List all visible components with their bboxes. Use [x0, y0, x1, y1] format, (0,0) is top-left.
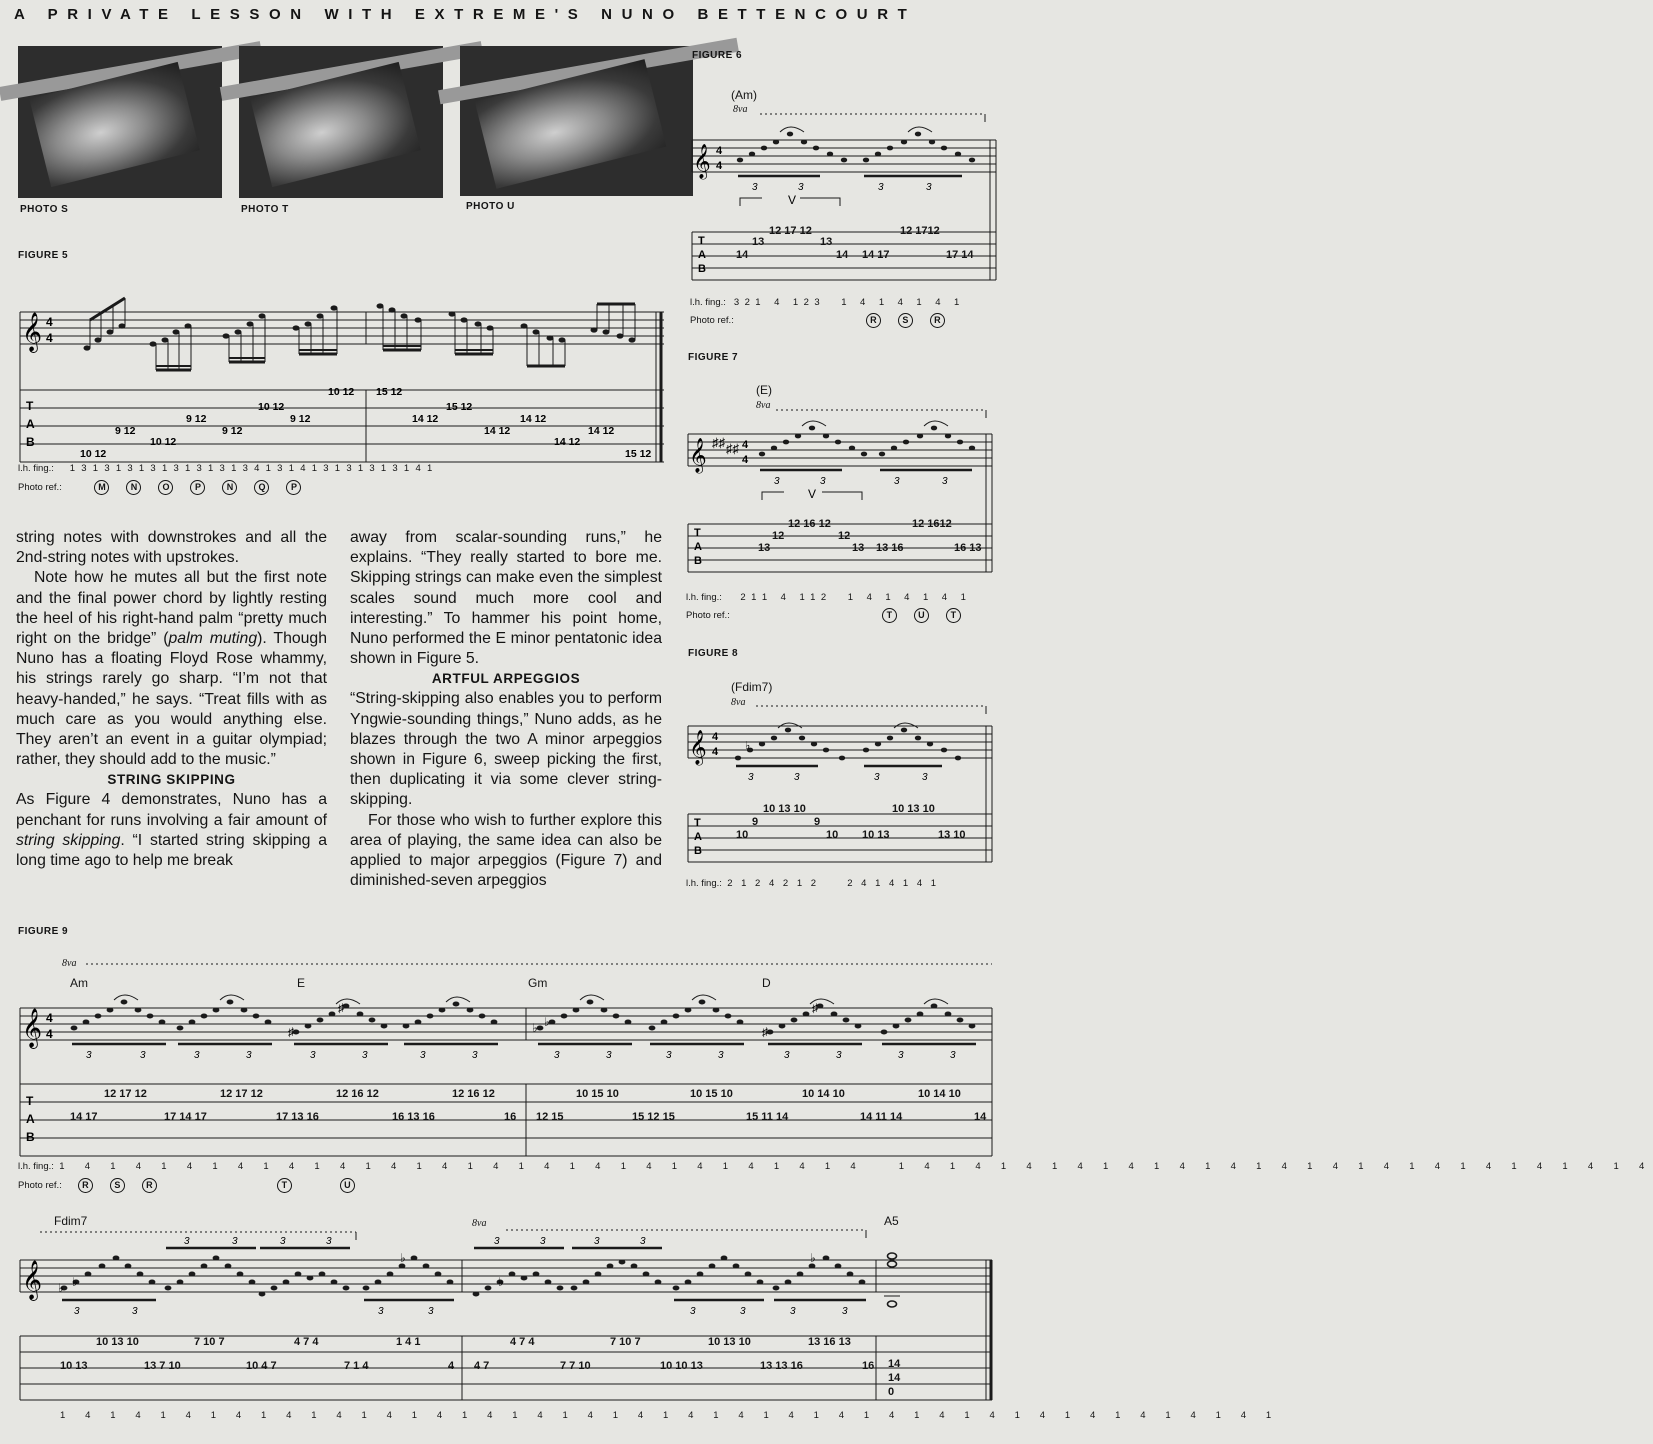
figure-6-label: FIGURE 6: [692, 50, 743, 61]
figure-9b-tab-mid-5: 4: [448, 1360, 455, 1372]
figure-9b-fingering: 1 4 1 4 1 4 1 4 1 4 1 4 1 4 1 4 1 4 1 4 1 4 1 4 1 4 1 4 1 4 1 4 1 4 1 4 1 4 1 4 1 4 1 4 1 4 1 4 1: [60, 1410, 1280, 1421]
figure-7-ottava: 8va: [756, 400, 771, 411]
svg-text:4: 4: [716, 160, 723, 172]
figure-9b-tab-mid-10: 16: [862, 1360, 875, 1372]
figure-9b-tab-mid-4: 7 1 4: [344, 1360, 369, 1372]
figure-5-photo-refs: Photo ref.: M N O P N Q P: [18, 480, 318, 495]
svg-text:14 12: 14 12: [520, 413, 547, 425]
figure-6-tab-6: 14 17: [862, 249, 890, 261]
svg-text:3: 3: [922, 772, 928, 783]
figure-8-tab-8: 13 10: [938, 829, 966, 841]
figure-5-notation: [0, 270, 680, 470]
svg-text:𝄞: 𝄞: [693, 144, 711, 179]
svg-text:3: 3: [378, 1306, 384, 1317]
svg-text:14 12: 14 12: [554, 436, 581, 448]
svg-text:9 12: 9 12: [115, 425, 136, 437]
article-column-left: [16, 528, 327, 871]
svg-text:9 12: 9 12: [222, 425, 243, 437]
figure-7-tab-4: 12: [838, 530, 851, 542]
svg-text:V: V: [788, 193, 797, 207]
figure-5-label: FIGURE 5: [18, 250, 69, 261]
figure-9b-notation: [0, 1228, 1000, 1404]
svg-text:3: 3: [594, 1236, 600, 1247]
figure-8-tab-4: 9: [814, 816, 821, 828]
figure-6-chord: (Am): [731, 88, 757, 102]
photo-s-label: PHOTO S: [20, 204, 69, 215]
svg-text:4: 4: [46, 1011, 53, 1025]
svg-text:4: 4: [46, 1027, 53, 1041]
figure-6-tab-2: 13: [752, 236, 765, 248]
svg-text:B: B: [694, 845, 702, 857]
photo-ref-badge: R: [142, 1178, 157, 1193]
figure-7-label: FIGURE 7: [688, 352, 739, 363]
svg-text:3: 3: [74, 1306, 80, 1317]
svg-text:3: 3: [690, 1306, 696, 1317]
figure-7-tab-2: 12: [772, 530, 785, 542]
figure-9-tab-top-1: 12 17 12: [104, 1088, 147, 1100]
svg-text:3: 3: [842, 1306, 848, 1317]
figure-7-photo-refs: Photo ref.: T U T: [686, 608, 978, 623]
svg-text:T: T: [694, 527, 701, 539]
figure-9-tab-top-4: 12 16 12: [452, 1088, 495, 1100]
figure-9-tab-mid-6: 12 15: [536, 1111, 564, 1123]
photo-ref-badge: P: [286, 480, 301, 495]
svg-text:4: 4: [712, 731, 719, 743]
figure-6-notation: [680, 110, 1000, 290]
svg-text:𝄞: 𝄞: [689, 438, 707, 473]
svg-text:𝄞: 𝄞: [22, 1260, 43, 1300]
svg-text:♭: ♭: [498, 1275, 504, 1289]
svg-text:15 12: 15 12: [446, 401, 473, 413]
svg-text:3: 3: [836, 1050, 842, 1061]
svg-text:10 12: 10 12: [80, 448, 107, 460]
svg-text:♭: ♭: [400, 1251, 406, 1265]
figure-6-tab-1: 12 17 12: [769, 225, 812, 237]
figure-9-chord-3: Gm: [528, 976, 548, 990]
figure-7-chord: (E): [756, 383, 772, 397]
figure-7-tab-7: 12 1612: [912, 518, 952, 530]
figure-9-tab-mid-7: 15 12 15: [632, 1111, 675, 1123]
svg-text:A: A: [26, 1112, 35, 1126]
figure-6-tab-4: 13: [820, 236, 833, 248]
figure-9-tab-mid-2: 17 14 17: [164, 1111, 207, 1123]
figure-9-tab-mid-5: 16: [504, 1111, 517, 1123]
svg-text:15 12: 15 12: [376, 386, 403, 398]
figure-7-tab-5: 13: [852, 542, 865, 554]
svg-text:3: 3: [798, 182, 804, 193]
svg-text:3: 3: [132, 1306, 138, 1317]
figure-9-notation: [0, 960, 1000, 1160]
svg-text:♭: ♭: [810, 1251, 816, 1265]
svg-text:A: A: [694, 831, 702, 843]
svg-text:3: 3: [280, 1236, 286, 1247]
svg-text:3: 3: [362, 1050, 368, 1061]
figure-8-tab-3: 10: [736, 829, 749, 841]
svg-text:3: 3: [494, 1236, 500, 1247]
svg-text:♯: ♯: [812, 1001, 818, 1015]
figure-9b-tab-top-1: 10 13 10: [96, 1336, 139, 1348]
figure-9b-tab-mid-8: 10 10 13: [660, 1360, 703, 1372]
svg-text:B: B: [26, 1130, 35, 1144]
figure-8-tab-1: 10 13 10: [763, 803, 806, 815]
figure-9-tab-mid-4: 16 13 16: [392, 1111, 435, 1123]
figure-6-photo-refs: Photo ref.: R S R: [690, 313, 962, 328]
svg-text:10 12: 10 12: [150, 436, 177, 448]
svg-text:4: 4: [46, 315, 53, 329]
svg-text:3: 3: [606, 1050, 612, 1061]
photo-ref-badge: N: [126, 480, 141, 495]
svg-text:3: 3: [184, 1236, 190, 1247]
figure-9-tab-top-3: 12 16 12: [336, 1088, 379, 1100]
svg-text:3: 3: [540, 1236, 546, 1247]
figure-9b-tab-mid-6: 4 7: [474, 1360, 490, 1372]
svg-text:14 12: 14 12: [484, 425, 511, 437]
svg-text:3: 3: [878, 182, 884, 193]
svg-text:3: 3: [752, 182, 758, 193]
svg-text:3: 3: [784, 1050, 790, 1061]
photo-t-label: PHOTO T: [241, 204, 289, 215]
svg-text:T: T: [26, 1094, 34, 1108]
svg-text:3: 3: [794, 772, 800, 783]
svg-text:14 12: 14 12: [588, 425, 615, 437]
svg-text:10 12: 10 12: [328, 386, 355, 398]
svg-text:♭: ♭: [745, 740, 751, 752]
photo-ref-badge: N: [222, 480, 237, 495]
svg-text:10 12: 10 12: [258, 401, 285, 413]
figure-9b-tab-mid-3: 10 4 7: [246, 1360, 277, 1372]
figure-9-chord-2: E: [297, 976, 306, 990]
svg-text:3: 3: [140, 1050, 146, 1061]
svg-text:A: A: [698, 249, 706, 261]
svg-text:♯♯: ♯♯: [712, 435, 725, 450]
svg-text:♭: ♭: [532, 1021, 538, 1035]
svg-text:3: 3: [774, 476, 780, 487]
paragraph: Note how he mutes all but the first note and the final power chord by lightly resting the heel of his right-hand palm “pretty much right on the bridge” (palm muting). Though Nuno has a floating Floyd Rose whammy, his strings rarely go sharp. “I’m not that heavy-handed,” he says. “Treat fills with as much care as you would anything else. They aren’t an event in a guitar olympiad; rather, they should add to the music.”: [16, 569, 327, 769]
figure-9b-tab-top-4: 1 4 1: [396, 1336, 421, 1348]
svg-text:9 12: 9 12: [290, 413, 311, 425]
svg-text:3: 3: [894, 476, 900, 487]
svg-text:14 12: 14 12: [412, 413, 439, 425]
svg-text:♭: ♭: [58, 1281, 64, 1295]
svg-text:4: 4: [712, 746, 719, 758]
figure-8-tab-2: 9: [752, 816, 759, 828]
figure-8-chord: (Fdim7): [731, 680, 773, 694]
svg-text:3: 3: [194, 1050, 200, 1061]
figure-9b-tab-top-6: 7 10 7: [610, 1336, 641, 1348]
svg-text:3: 3: [640, 1236, 646, 1247]
figure-9-chord-1: Am: [70, 976, 88, 990]
figure-9-tab-mid-3: 17 13 16: [276, 1111, 319, 1123]
figure-9-tab-top-8: 10 14 10: [918, 1088, 961, 1100]
figure-9-tab-mid-1: 14 17: [70, 1111, 98, 1123]
svg-text:♯: ♯: [288, 1025, 294, 1039]
svg-text:3: 3: [898, 1050, 904, 1061]
photo-ref-badge: R: [930, 313, 945, 328]
svg-text:A: A: [26, 417, 35, 431]
photo-u: [460, 46, 693, 196]
svg-text:𝄞: 𝄞: [22, 312, 43, 352]
figure-9b-tab-mid-7: 7 7 10: [560, 1360, 591, 1372]
figure-9-fingering: l.h. fing.: 1 4 1 4 1 4 1 4 1 4 1 4 1 4 1 4 1 4 1 4 1 4 1 4 1 4 1 4 1 4 1 4 1 4 1 4 1 4 1 4 1 4 1 4 1 4 1 4 1 4 1 4 1 4 1 4 1 4 1 4 1 4: [18, 1161, 1653, 1172]
svg-text:3: 3: [790, 1306, 796, 1317]
photo-u-label: PHOTO U: [466, 201, 515, 212]
figure-7-tab-8: 16 13: [954, 542, 982, 554]
figure-6-tab-8: 17 14: [946, 249, 974, 261]
svg-text:♯: ♯: [338, 1001, 344, 1015]
figure-9-chord-4: D: [762, 976, 771, 990]
svg-text:𝄞: 𝄞: [689, 730, 707, 765]
svg-text:3: 3: [232, 1236, 238, 1247]
photo-ref-badge: T: [946, 608, 961, 623]
svg-text:3: 3: [718, 1050, 724, 1061]
svg-text:♯: ♯: [762, 1025, 768, 1039]
figure-9b-tab-top-8: 13 16 13: [808, 1336, 851, 1348]
figure-8-tab-5: 10: [826, 829, 839, 841]
svg-text:15 12: 15 12: [625, 448, 652, 460]
figure-9b-tab-a5-2: 14: [888, 1372, 901, 1384]
figure-9b-tab-mid-9: 13 13 16: [760, 1360, 803, 1372]
figure-6-tab-5: 14: [836, 249, 849, 261]
photo-ref-badge: S: [110, 1178, 125, 1193]
figure-9-photo-refs: Photo ref.: R S R T U: [18, 1178, 372, 1193]
photo-ref-badge: T: [882, 608, 897, 623]
figure-6-ottava: 8va: [733, 104, 748, 115]
figure-9b-tab-top-2: 7 10 7: [194, 1336, 225, 1348]
figure-9-tab-mid-8: 15 11 14: [746, 1111, 789, 1123]
paragraph: away from scalar-sounding runs,” he explains. “They really started to bore me. Skipping strings can make even the simplest scales sound much more cool and interesting.” To hammer his point home, Nuno performed the E minor pentatonic idea shown in Figure 5.: [350, 529, 662, 668]
figure-9b-tab-top-7: 10 13 10: [708, 1336, 751, 1348]
photo-s: [18, 46, 222, 198]
svg-text:T: T: [694, 817, 701, 829]
figure-7-tab-3: 13: [758, 542, 771, 554]
figure-9-tab-top-2: 12 17 12: [220, 1088, 263, 1100]
svg-text:♭: ♭: [544, 1015, 550, 1029]
photo-ref-badge: U: [340, 1178, 355, 1193]
svg-text:3: 3: [820, 476, 826, 487]
paragraph: string notes with downstrokes and all the 2nd-string notes with upstrokes.: [16, 529, 327, 567]
svg-text:4: 4: [742, 454, 749, 466]
svg-text:♯♯: ♯♯: [726, 441, 739, 456]
svg-text:3: 3: [942, 476, 948, 487]
figure-9b-tab-top-3: 4 7 4: [294, 1336, 319, 1348]
figure-8-label: FIGURE 8: [688, 648, 739, 659]
svg-text:A: A: [694, 541, 702, 553]
figure-9b-tab-top-5: 4 7 4: [510, 1336, 535, 1348]
photo-ref-badge: T: [277, 1178, 292, 1193]
photo-ref-badge: R: [866, 313, 881, 328]
figure-8-tab-7: 10 13 10: [892, 803, 935, 815]
svg-text:3: 3: [950, 1050, 956, 1061]
figure-9-tab-top-5: 10 15 10: [576, 1088, 619, 1100]
svg-text:B: B: [698, 263, 706, 275]
svg-text:3: 3: [420, 1050, 426, 1061]
photo-ref-badge: M: [94, 480, 109, 495]
svg-text:3: 3: [554, 1050, 560, 1061]
figure-6-tab-7: 12 1712: [900, 225, 940, 237]
figure-9b-chord-2: A5: [884, 1214, 899, 1228]
figure-9b-tab-mid-1: 10 13: [60, 1360, 88, 1372]
figure-8-tab-6: 10 13: [862, 829, 890, 841]
svg-text:B: B: [694, 555, 702, 567]
figure-8-ottava: 8va: [731, 697, 746, 708]
figure-9b-chord-1: Fdim7: [54, 1214, 88, 1228]
figure-9b-tab-a5-3: 0: [888, 1386, 895, 1398]
photo-ref-badge: P: [190, 480, 205, 495]
svg-text:3: 3: [246, 1050, 252, 1061]
section-heading: STRING SKIPPING: [107, 772, 236, 788]
svg-text:3: 3: [86, 1050, 92, 1061]
figure-7-fingering: l.h. fing.: 2 1 1 4 1 1 2 1 4 1 4 1 4 1: [686, 592, 968, 603]
section-heading: ARTFUL ARPEGGIOS: [431, 671, 581, 687]
figure-5-fingering: l.h. fing.: 1 3 1 3 1 3 1 3 1 3 1 3 1 3 1 3 4 1 3 1 4 1 3 1 3 1 3 1 3 1 4 1: [18, 463, 435, 474]
photo-ref-badge: Q: [254, 480, 269, 495]
photo-ref-badge: S: [898, 313, 913, 328]
figure-9-ottava: 8va: [62, 958, 77, 969]
svg-text:T: T: [26, 399, 34, 413]
svg-text:♭: ♭: [72, 1275, 78, 1289]
svg-text:4: 4: [46, 331, 53, 345]
photo-ref-badge: U: [914, 608, 929, 623]
figure-9-label: FIGURE 9: [18, 926, 69, 937]
figure-9b-tab-mid-2: 13 7 10: [144, 1360, 181, 1372]
svg-text:9 12: 9 12: [186, 413, 207, 425]
figure-8-notation: [676, 702, 996, 872]
figure-9b-ottava: 8va: [472, 1218, 487, 1229]
article-column-right: [350, 528, 662, 891]
figure-6-fingering: l.h. fing.: 3 2 1 4 1 2 3 1 4 1 4 1 4 1: [690, 297, 961, 308]
figure-7-tab-1: 12 16 12: [788, 518, 831, 530]
figure-9-tab-top-6: 10 15 10: [690, 1088, 733, 1100]
photo-ref-badge: R: [78, 1178, 93, 1193]
figure-9b-tab-a5-1: 14: [888, 1358, 901, 1370]
svg-text:3: 3: [926, 182, 932, 193]
photo-ref-badge: O: [158, 480, 173, 495]
page-header: A PRIVATE LESSON WITH EXTREME'S NUNO BETTENCOURT: [14, 6, 917, 23]
svg-text:3: 3: [748, 772, 754, 783]
figure-9-tab-mid-10: 14: [974, 1111, 987, 1123]
svg-text:3: 3: [310, 1050, 316, 1061]
svg-text:4: 4: [742, 439, 749, 451]
svg-text:4: 4: [716, 145, 723, 157]
figure-8-fingering: l.h. fing.: 2 1 2 4 2 1 2 2 4 1 4 1 4 1: [686, 878, 940, 889]
figure-7-notation: [676, 406, 996, 582]
svg-text:3: 3: [666, 1050, 672, 1061]
figure-7-tab-6: 13 16: [876, 542, 904, 554]
svg-text:B: B: [26, 435, 35, 449]
svg-text:3: 3: [740, 1306, 746, 1317]
svg-text:T: T: [698, 235, 705, 247]
paragraph: As Figure 4 demonstrates, Nuno has a penchant for runs involving a fair amount of string skipping. “I started string skipping a long time ago to help me break: [16, 791, 327, 870]
svg-text:3: 3: [874, 772, 880, 783]
paragraph: For those who wish to further explore this area of playing, the same idea can also be applied to major arpeggios (Figure 7) and diminished-seven arpeggios: [350, 811, 662, 890]
photo-t: [239, 46, 443, 198]
figure-9-tab-top-7: 10 14 10: [802, 1088, 845, 1100]
paragraph: “String-skipping also enables you to perform Yngwie-sounding things,” Nuno adds, as he blazes through the two A minor arpeggios shown in Figure 6, sweep picking the first, then duplicating it via some clever string-skipping.: [350, 690, 662, 809]
svg-text:3: 3: [472, 1050, 478, 1061]
figure-6-tab-3: 14: [736, 249, 749, 261]
svg-text:V: V: [808, 487, 817, 501]
svg-text:3: 3: [428, 1306, 434, 1317]
figure-9-tab-mid-9: 14 11 14: [860, 1111, 903, 1123]
svg-text:𝄞: 𝄞: [22, 1008, 43, 1048]
svg-text:3: 3: [326, 1236, 332, 1247]
